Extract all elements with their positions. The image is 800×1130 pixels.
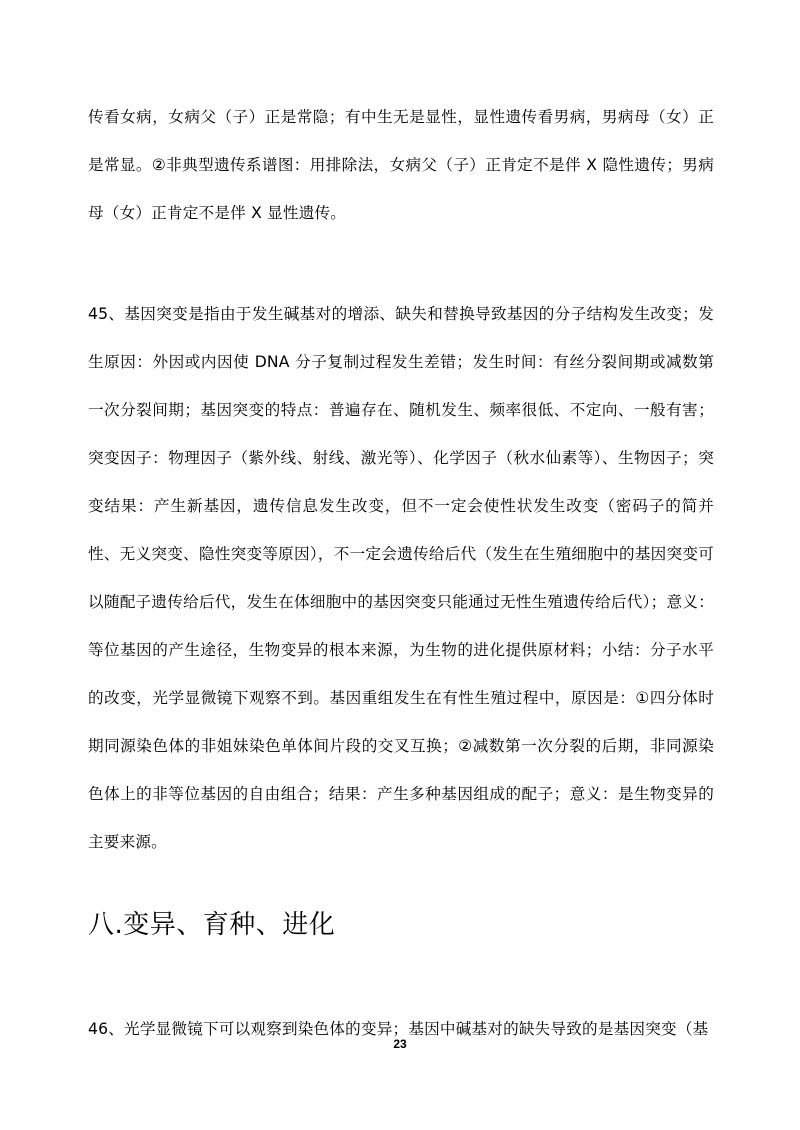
page-number: 23 (393, 1037, 407, 1051)
paragraph-chromosome-variation: 46、光学显微镜下可以观察到染色体的变异；基因中碱基对的缺失导致的是基因突变（基 (88, 1020, 709, 1038)
paragraph-pedigree-analysis: 传看女病，女病父（子）正是常隐；有中生无是显性，显性遗传看男病，男病母（女）正是常显。②非典型遗传系谱图：用排除法，女病父（子）正肯定不是伴 X 隐性遗传；男病母（女）正肯定不是伴 X 显性遗传。 (88, 108, 714, 222)
paragraph-gene-mutation: 45、基因突变是指由于发生碱基对的增添、缺失和替换导致基因的分子结构发生改变；发生原因：外因或内因使 DNA 分子复制过程发生差错；发生时间：有丝分裂间期或减数第一次分裂间期；基因突变的特点：普遍存在、随机发生、频率很低、不定向、一般有害；突变因子：物理因子（紫外线、射线、激光等）、化学因子（秋水仙素等）、生物因子；突变结果：产生新基因，遗传信息发生改变，但不一定会使性状发生改变（密码子的简并性、无义突变、隐性突变等原因），不一定会遗传给后代（发生在生殖细胞中的基因突变可以随配子遗传给后代，发生在体细胞中的基因突变只能通过无性生殖遗传给后代）；意义：等位基因的产生途径，生物变异的根本来源，为生物的进化提供原材料；小结：分子水平的改变，光学显微镜下观察不到。基因重组发生在有性生殖过程中，原因是：①四分体时期同源染色体的非姐妹染色单体间片段的交叉互换；②减数第一次分裂的后期，非同源染色体上的非等位基因的自由组合；结果：产生多种基因组成的配子；意义：是生物变异的主要来源。 (88, 305, 714, 851)
section-heading: 八.变异、育种、进化 (88, 910, 336, 940)
